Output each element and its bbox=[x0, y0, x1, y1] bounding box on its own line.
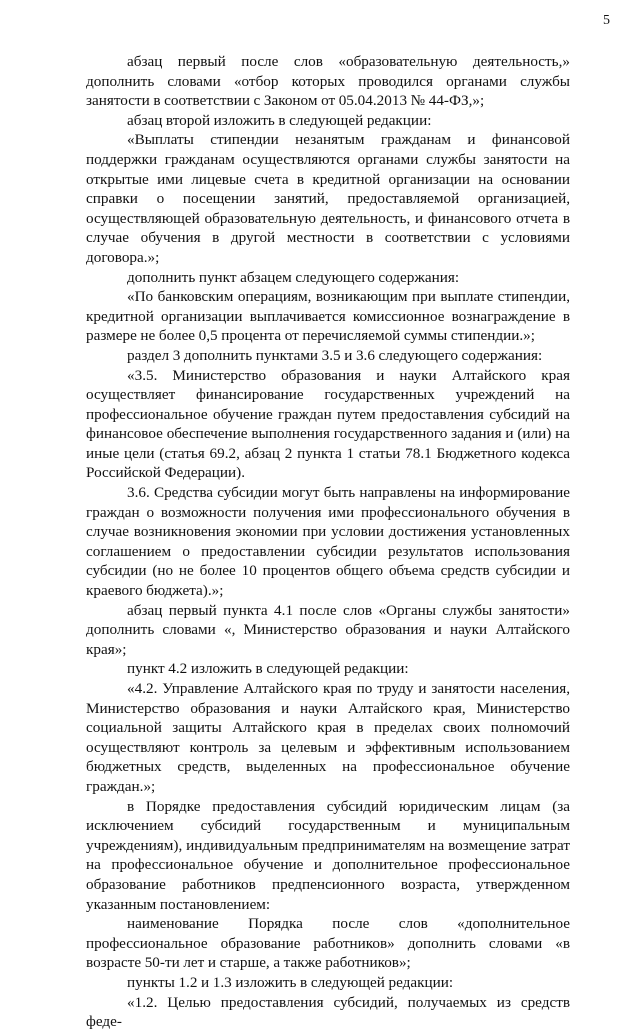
paragraph: «По банковским операциям, возникающим при выплате стипендии, кредитной организации выплачивается комиссионное вознаграждение в размере не более 0,5 процента от перечисляемой суммы стипендии.»; bbox=[86, 288, 570, 345]
paragraph: «Выплаты стипендии незанятым гражданам и финансовой поддержки гражданам осуществляются органами службы занятости на открытые ими лицевые счета в кредитной организации на основании справки о посещении занятий, предоставляемой организацией, осуществляющей образовательную деятельность, и финансового отчета в случае обучения в другой местности в соответствии с условиями договора.»; bbox=[86, 131, 570, 266]
document-body bbox=[86, 52, 570, 1032]
paragraph: абзац второй изложить в следующей редакции: bbox=[127, 111, 432, 129]
paragraph: в Порядке предоставления субсидий юридическим лицам (за исключением субсидий государственным и муниципальным учреждениям), индивидуальным предпринимателям на возмещение затрат на профессиональное обучение и дополнительное профессиональное образование работников предпенсионного возраста, утвержденном указанным постановлением: bbox=[86, 797, 570, 913]
paragraph: наименование Порядка после слов «дополнительное профессиональное образование работников» дополнить словами «в возрасте 50-ти лет и старше, а также работников»; bbox=[86, 915, 570, 972]
paragraph: 3.6. Средства субсидии могут быть направлены на информирование граждан о возможности получения ими профессионального обучения в случае возникновения экономии при условии достижения установленных соглашением о предоставлении субсидии результатов использования субсидии (но не более 10 процентов общего объема средств субсидии и краевого бюджета).»; bbox=[86, 484, 570, 600]
paragraph: «1.2. Целью предоставления субсидий, получаемых из средств феде- bbox=[86, 993, 570, 1031]
page-number: 5 bbox=[603, 13, 610, 28]
paragraph: дополнить пункт абзацем следующего содержания: bbox=[127, 268, 460, 286]
paragraph: абзац первый пункта 4.1 после слов «Органы службы занятости» дополнить словами «, Министерство образования и науки Алтайского края»; bbox=[86, 601, 570, 658]
paragraph: пункт 4.2 изложить в следующей редакции: bbox=[127, 660, 409, 678]
paragraph: абзац первый после слов «образовательную деятельность,» дополнить словами «отбор которых проводился органами службы занятости в соответствии с Законом от 05.04.2013 № 44-ФЗ,»; bbox=[86, 53, 570, 110]
paragraph: пункты 1.2 и 1.3 изложить в следующей редакции: bbox=[127, 973, 454, 991]
paragraph: «3.5. Министерство образования и науки Алтайского края осуществляет финансирование государственных учреждений на профессиональное обучение граждан путем предоставления субсидий на финансовое обеспечение выполнения государственного задания и (или) на иные цели (статья 69.2, абзац 2 пункта 1 статьи 78.1 Бюджетного кодекса Российской Федерации). bbox=[86, 366, 570, 482]
paragraph: раздел 3 дополнить пунктами 3.5 и 3.6 следующего содержания: bbox=[127, 346, 543, 364]
paragraph: «4.2. Управление Алтайского края по труду и занятости населения, Министерство образования и науки Алтайского края, Министерство социальной защиты Алтайского края в пределах своих полномочий осуществляют контроль за целевым и эффективным использованием бюджетных средств, выделенных на профессиональное обучение граждан.»; bbox=[86, 680, 570, 795]
